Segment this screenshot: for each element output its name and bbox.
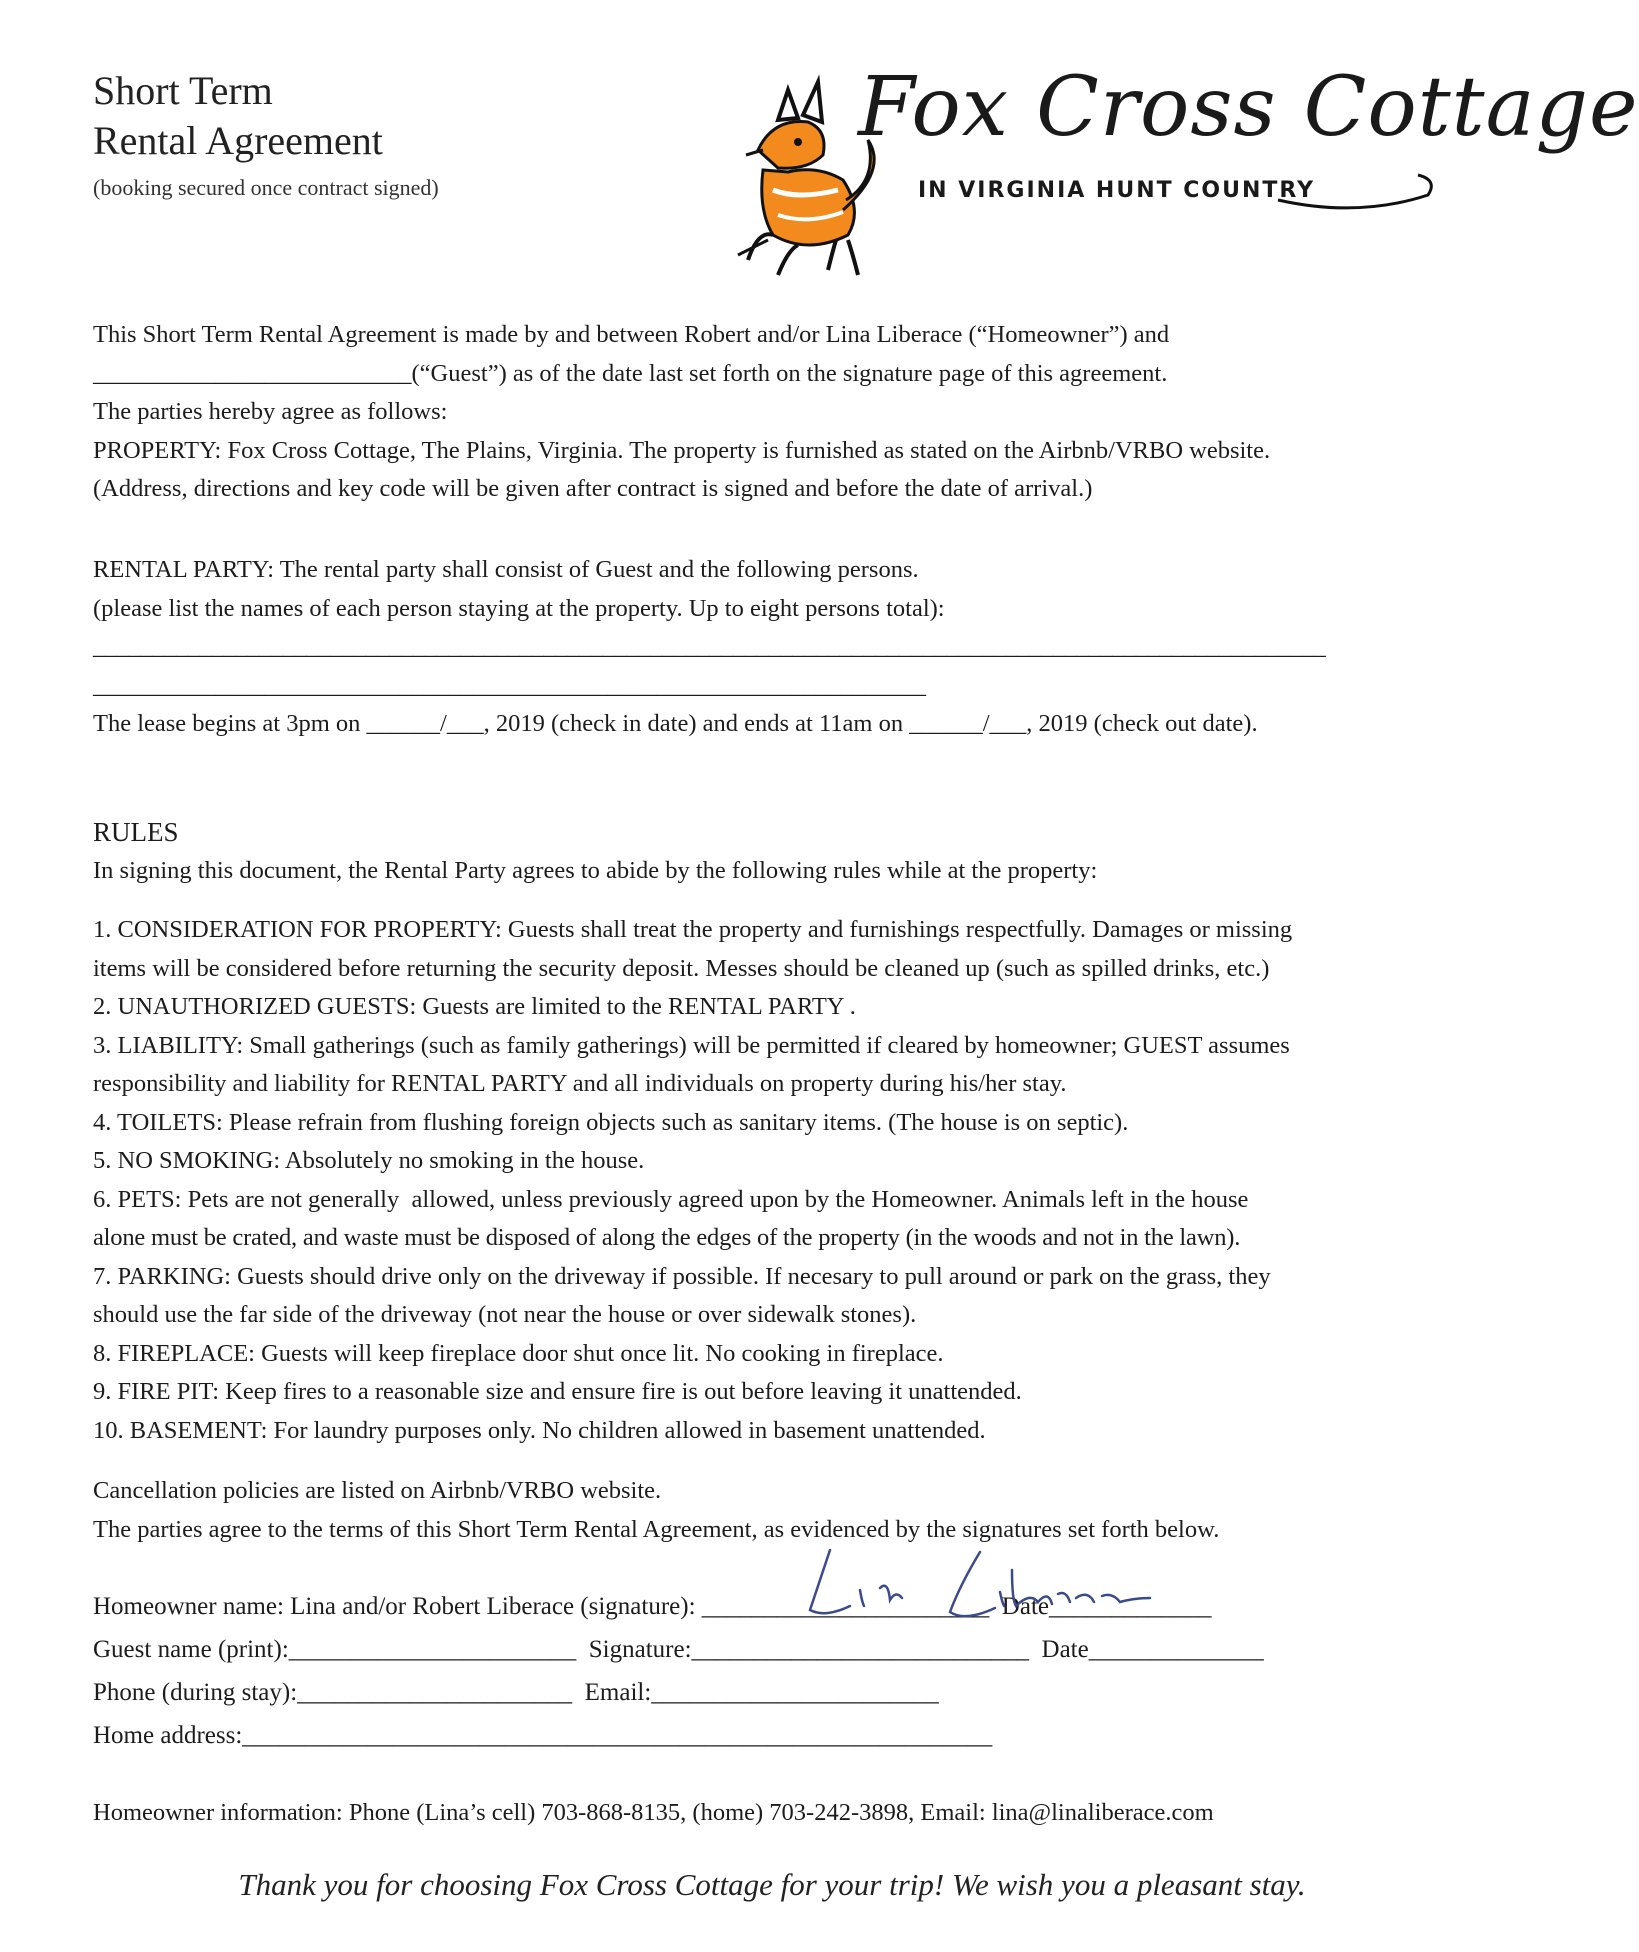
intro-line: The parties hereby agree as follows: (93, 398, 448, 425)
rule-line: 9. FIRE PIT: Keep fires to a reasonable size and ensure fire is out before leaving it unattended. (93, 1378, 1022, 1405)
rule-line: 5. NO SMOKING: Absolutely no smoking in the house. (93, 1147, 645, 1174)
rental-party-line: RENTAL PARTY: The rental party shall consist of Guest and the following persons. (93, 556, 919, 583)
rule-line: 8. FIREPLACE: Guests will keep fireplace door shut once lit. No cooking in fireplace. (93, 1339, 944, 1367)
rule-line: 6. PETS: Pets are not generally allowed, unless previously agreed upon by the Homeowner. Animals left in the house (93, 1185, 1249, 1213)
thank-you-message: Thank you for choosing Fox Cross Cottage for your trip! We wish you a pleasant stay. (238, 1867, 1306, 1902)
cancellation-policy: Cancellation policies are listed on Airbnb/VRBO website. (93, 1477, 662, 1504)
homeowner-signature-row[interactable]: Homeowner name: Lina and/or Robert Liberace (signature): _______________________ Date_____________ (93, 1593, 1212, 1620)
rules-heading: RULES (93, 817, 179, 847)
document-title (93, 66, 383, 166)
party-names-blank[interactable]: ________________________________________________________________________________________________________ (93, 633, 1326, 660)
intro-line: __________________________(“Guest”) as of the date last set forth on the signature page of this agreement. (93, 359, 1168, 387)
homeowner-contact (93, 1794, 1493, 1833)
fox-cross-cottage-logo (718, 60, 1639, 285)
rules-intro: In signing this document, the Rental Party agrees to abide by the following rules while at the property: (93, 856, 1098, 884)
logo-wordmark: Fox Cross Cottage (858, 60, 1639, 155)
logo-tagline: IN VIRGINIA HUNT COUNTRY (918, 178, 1316, 203)
rule-line: 7. PARKING: Guests should drive only on the driveway if possible. If necesary to pull around or park on the grass, they (93, 1262, 1271, 1290)
rule-line: 3. LIABILITY: Small gatherings (such as family gatherings) will be permitted if cleared by homeowner; GUEST assumes (93, 1031, 1290, 1059)
handwritten-signature (790, 1540, 1160, 1630)
rule-line: should use the far side of the driveway (not near the house or over sidewalk stones). (93, 1301, 917, 1328)
agreement-statement: The parties agree to the terms of this Short Term Rental Agreement, as evidenced by the signatures set forth below. (93, 1515, 1220, 1543)
lease-dates-line[interactable]: The lease begins at 3pm on ______/___, 2019 (check in date) and ends at 11am on ______/___, 2019 (check out date). (93, 710, 1258, 737)
rules-list (93, 911, 1493, 1450)
document-subtitle: (booking secured once contract signed) (93, 175, 439, 200)
intro-line: This Short Term Rental Agreement is made by and between Robert and/or Lina Liberace (“Homeowner”) and (93, 321, 1170, 348)
title-line-1: Short Term (93, 68, 273, 113)
title-line-2: Rental Agreement (93, 118, 383, 163)
logo-swash-icon (1278, 170, 1438, 230)
rental-party-section (93, 551, 1493, 744)
rules-section (93, 813, 1493, 890)
home-address-row[interactable]: Home address:____________________________________________________________ (93, 1722, 993, 1749)
rule-line: 1. CONSIDERATION FOR PROPERTY: Guests shall treat the property and furnishings respectfully. Damages or missing (93, 916, 1293, 943)
rule-line: 4. TOILETS: Please refrain from flushing foreign objects such as sanitary items. (The house is on septic). (93, 1108, 1129, 1136)
property-note-line: (Address, directions and key code will be given after contract is signed and before the date of arrival.) (93, 475, 1093, 502)
closing-section (93, 1472, 1493, 1549)
rule-line: 10. BASEMENT: For laundry purposes only. No children allowed in basement unattended. (93, 1416, 986, 1444)
rule-line: items will be considered before returning the security deposit. Messes should be cleaned up (such as spilled drinks, etc.) (93, 954, 1270, 982)
rule-line: 2. UNAUTHORIZED GUESTS: Guests are limited to the RENTAL PARTY . (93, 993, 856, 1020)
phone-email-row[interactable]: Phone (during stay):______________________ Email:_______________________ (93, 1679, 939, 1706)
rule-line: alone must be crated, and waste must be disposed of along the edges of the property (in the woods and not in the lawn). (93, 1224, 1241, 1251)
property-line: PROPERTY: Fox Cross Cottage, The Plains, Virginia. The property is furnished as stated on the Airbnb/VRBO website. (93, 436, 1271, 464)
guest-signature-row[interactable]: Guest name (print):_______________________ Signature:___________________________ Date______________ (93, 1636, 1264, 1663)
party-names-blank[interactable]: ____________________________________________________________________ (93, 671, 926, 699)
rule-line: responsibility and liability for RENTAL PARTY and all individuals on property during his/her stay. (93, 1070, 1067, 1097)
rental-party-line: (please list the names of each person staying at the property. Up to eight persons total): (93, 594, 945, 622)
contact-line: Homeowner information: Phone (Lina’s cell) 703-868-8135, (home) 703-242-3898, Email: lina@linaliberace.com (93, 1799, 1214, 1826)
intro-section (93, 316, 1493, 509)
